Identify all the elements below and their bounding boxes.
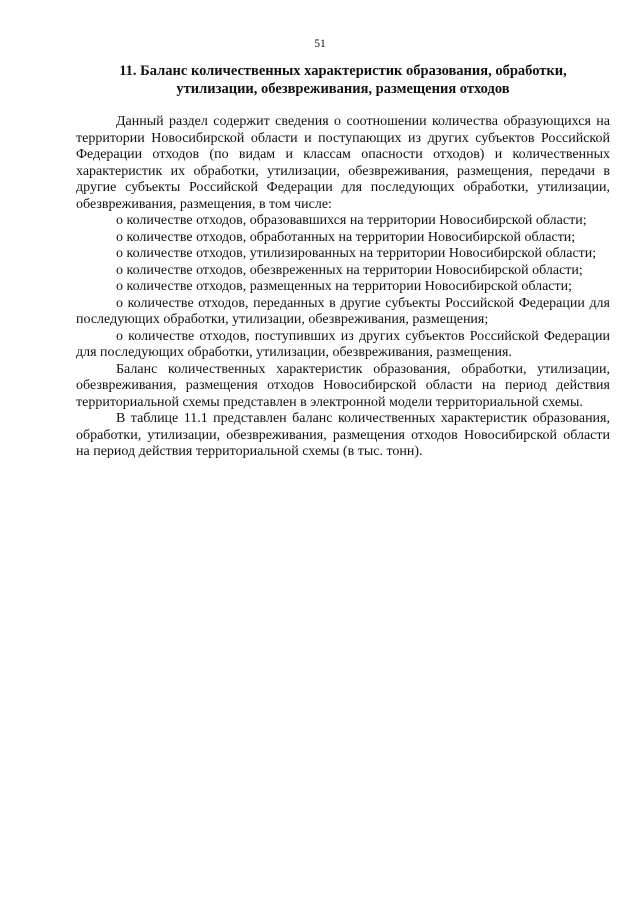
- body-text: [76, 114, 610, 461]
- section-heading-line-1: 11. Баланс количественных характеристик образования, обработки,: [119, 63, 567, 79]
- list-item-received: о количестве отходов, поступивших из других субъектов Российской Федерации для последующих обработки, утилизации, обезвреживания, размещения.: [76, 328, 610, 360]
- list-item-placed: о количестве отходов, размещенных на территории Новосибирской области;: [116, 279, 573, 294]
- list-item-processed: о количестве отходов, обработанных на территории Новосибирской области;: [116, 229, 576, 245]
- paragraph-balance-model: Баланс количественных характеристик образования, обработки, утилизации, обезвреживания, размещения отходов Новосибирской области на период действия территориальной схемы представлен в электронной модели территориальной схемы.: [76, 361, 610, 410]
- paragraph-intro: Данный раздел содержит сведения о соотношении количества образующихся на территории Новосибирской области и поступающих из других субъектов Российской Федерации отходов (по видам и классам опасности отходов) и количественных характеристик их обработки, утилизации, обезвреживания, размещения, передачи в другие субъекты Российской Федерации для последующих обработки, утилизации, обезвреживания, размещения, в том числе:: [76, 114, 610, 212]
- list-item-generated: о количестве отходов, образовавшихся на территории Новосибирской области;: [116, 213, 587, 228]
- page-number: 51: [314, 38, 326, 50]
- section-heading: [76, 62, 610, 98]
- section-heading-line-2: утилизации, обезвреживания, размещения отходов: [176, 81, 510, 97]
- list-item-utilized: о количестве отходов, утилизированных на территории Новосибирской области;: [116, 246, 597, 261]
- list-item-transferred: о количестве отходов, переданных в другие субъекты Российской Федерации для последующих обработки, утилизации, обезвреживания, размещения;: [76, 295, 610, 327]
- list-item-neutralized: о количестве отходов, обезвреженных на территории Новосибирской области;: [116, 262, 583, 278]
- paragraph-table-reference: В таблице 11.1 представлен баланс количественных характеристик образования, обработки, утилизации, обезвреживания, размещения отходов Новосибирской области на период действия территориальной схемы (в тыс. тонн).: [76, 411, 610, 459]
